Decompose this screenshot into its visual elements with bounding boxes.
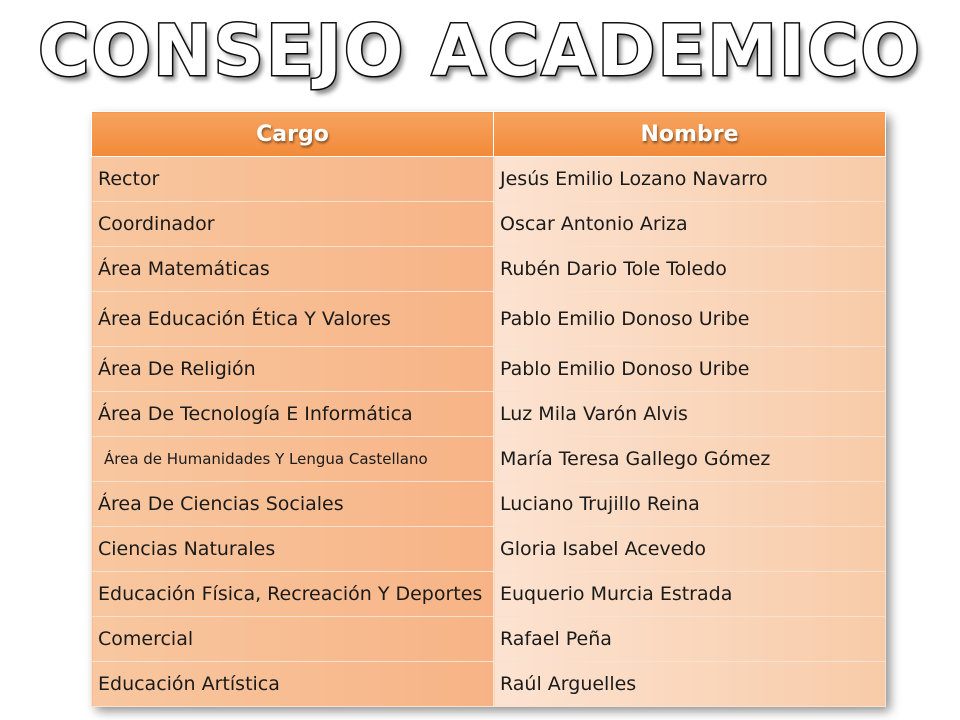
cargo-cell: Educación Artística (92, 662, 494, 707)
nombre-cell: Raúl Arguelles (494, 662, 886, 707)
table-row (92, 392, 886, 437)
nombre-cell: Luz Mila Varón Alvis (494, 392, 886, 437)
table-row (92, 572, 886, 617)
table-row (92, 292, 886, 347)
council-table-container (91, 111, 885, 705)
nombre-cell: Pablo Emilio Donoso Uribe (494, 292, 886, 347)
cargo-cell: Educación Física, Recreación Y Deportes (92, 572, 494, 617)
cargo-cell: Área Matemáticas (92, 247, 494, 292)
table-row (92, 527, 886, 572)
cargo-cell: Área De Religión (92, 347, 494, 392)
table-row (92, 157, 886, 202)
nombre-cell: Euquerio Murcia Estrada (494, 572, 886, 617)
table-row (92, 662, 886, 707)
table-row (92, 202, 886, 247)
nombre-cell: Jesús Emilio Lozano Navarro (494, 157, 886, 202)
table-row (92, 247, 886, 292)
nombre-cell: Pablo Emilio Donoso Uribe (494, 347, 886, 392)
cargo-cell: Comercial (92, 617, 494, 662)
table-row (92, 482, 886, 527)
cargo-cell: Área Educación Ética Y Valores (92, 292, 494, 347)
cargo-cell: Rector (92, 157, 494, 202)
cargo-cell: Área De Ciencias Sociales (92, 482, 494, 527)
table-row (92, 617, 886, 662)
nombre-cell: Rubén Dario Tole Toledo (494, 247, 886, 292)
nombre-cell: Gloria Isabel Acevedo (494, 527, 886, 572)
table-row (92, 347, 886, 392)
nombre-cell: María Teresa Gallego Gómez (494, 437, 886, 482)
page-title: CONSEJO ACADEMICO (38, 10, 922, 92)
column-header-nombre: Nombre (494, 112, 886, 157)
cargo-cell: Ciencias Naturales (92, 527, 494, 572)
cargo-cell: Área de Humanidades Y Lengua Castellano (92, 437, 494, 482)
council-table (91, 111, 886, 707)
cargo-cell: Coordinador (92, 202, 494, 247)
column-header-cargo: Cargo (92, 112, 494, 157)
nombre-cell: Oscar Antonio Ariza (494, 202, 886, 247)
cargo-cell: Área De Tecnología E Informática (92, 392, 494, 437)
table-row (92, 437, 886, 482)
nombre-cell: Rafael Peña (494, 617, 886, 662)
nombre-cell: Luciano Trujillo Reina (494, 482, 886, 527)
table-header-row (92, 112, 886, 157)
